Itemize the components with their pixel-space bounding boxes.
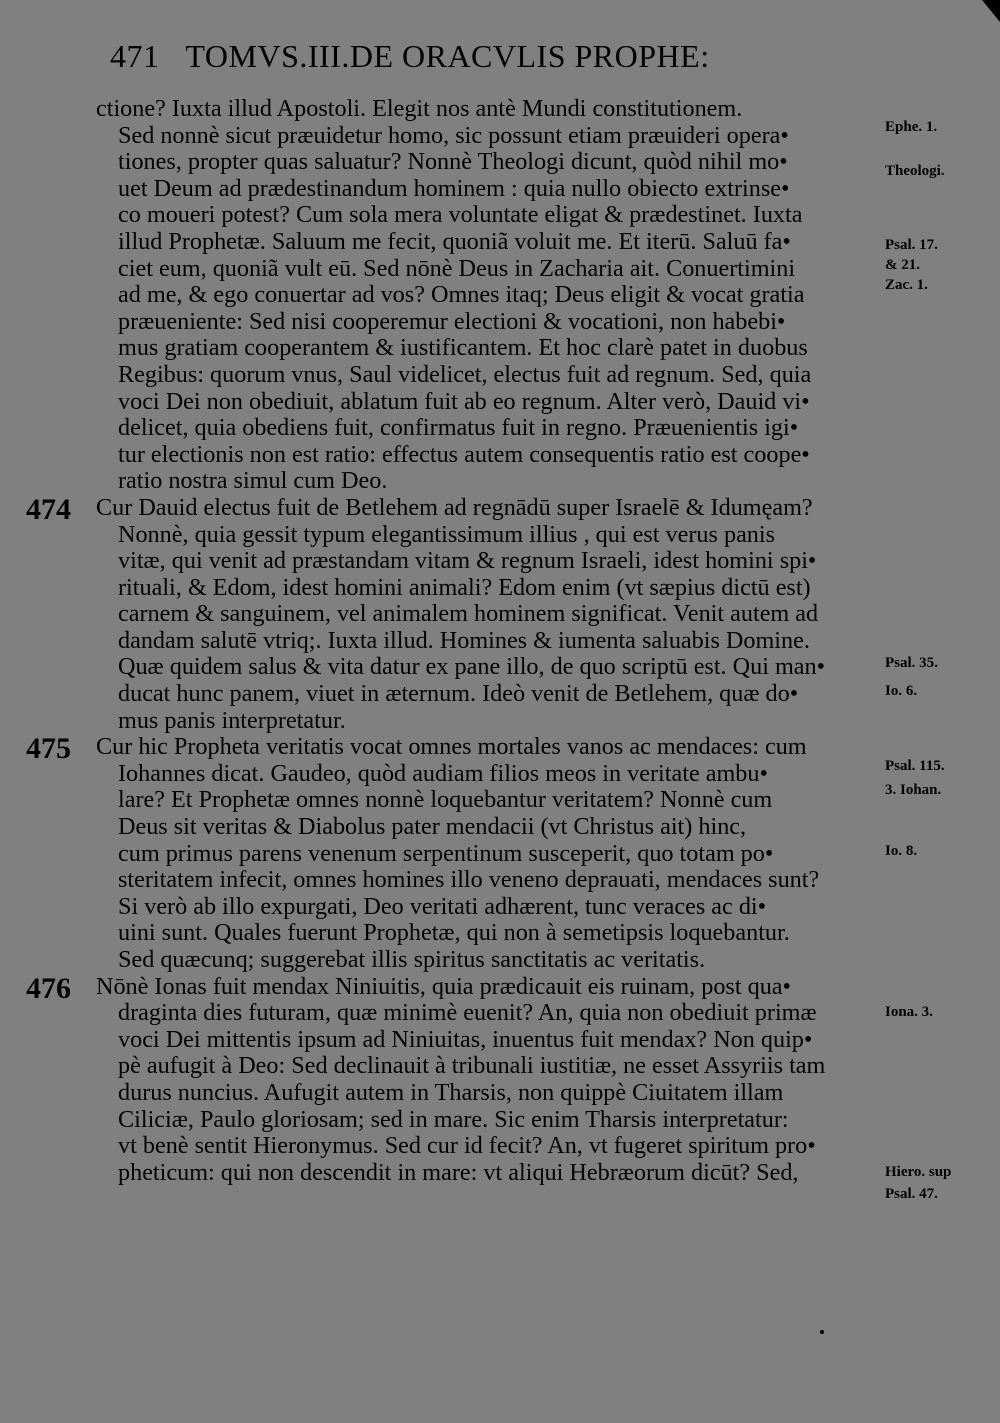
margin-note: Hiero. sup bbox=[885, 1164, 952, 1180]
line-text: vitæ, qui venit ad præstandam vitam & regnum Israeli, idest homini spi• bbox=[118, 547, 817, 575]
text-line bbox=[26, 732, 866, 766]
line-text: Deus sit veritas & Diabolus pater mendacii (vt Christus ait) hinc, bbox=[118, 813, 747, 841]
text-line bbox=[96, 814, 866, 841]
text-line bbox=[96, 1053, 866, 1080]
line-text: Ciliciæ, Paulo gloriosam; sed in mare. Sic enim Tharsis interpretatur: bbox=[118, 1105, 789, 1133]
line-text: co moueri potest? Cum sola mera voluntate eligat & prædestinet. Iuxta bbox=[118, 201, 803, 229]
page-title: TOMVS.III.DE ORACVLIS PROPHE: bbox=[185, 38, 710, 74]
ink-speck bbox=[820, 1330, 824, 1334]
text-line bbox=[26, 492, 866, 526]
text-line bbox=[96, 1027, 866, 1054]
text-line bbox=[96, 1080, 866, 1107]
line-text: Cur Dauid electus fuit de Betlehem ad regnādū super Israelē & Idumęam? bbox=[96, 493, 813, 521]
text-line bbox=[96, 628, 866, 655]
text-line bbox=[96, 335, 866, 362]
line-text: steritatem infecit, omnes homines illo veneno deprauati, mendaces sunt? bbox=[118, 866, 820, 894]
paragraph-number: 475 bbox=[26, 732, 71, 766]
main-text bbox=[26, 95, 866, 1186]
text-line bbox=[96, 601, 866, 628]
text-line bbox=[96, 654, 866, 681]
margin-note: Theologi. bbox=[885, 163, 945, 179]
margin-note: Zac. 1. bbox=[885, 277, 928, 293]
text-line bbox=[96, 894, 866, 921]
text-line bbox=[96, 947, 866, 974]
text-line bbox=[96, 149, 866, 176]
margin-note: Psal. 17. bbox=[885, 237, 938, 253]
text-line bbox=[96, 96, 866, 123]
margin-note: Io. 8. bbox=[885, 843, 918, 859]
text-line bbox=[96, 841, 866, 868]
text-line bbox=[96, 415, 866, 442]
line-text: præueniente: Sed nisi cooperemur electioni & vocationi, non habebi• bbox=[118, 307, 786, 335]
page-number: 471 bbox=[110, 38, 160, 74]
text-line bbox=[96, 442, 866, 469]
line-text: Iohannes dicat. Gaudeo, quòd audiam filios meos in veritate ambu• bbox=[118, 759, 768, 787]
line-text: Sed quæcunq; suggerebat illis spiritus sanctitatis ac veritatis. bbox=[118, 946, 706, 973]
line-text: ratio nostra simul cum Deo. bbox=[118, 467, 388, 495]
line-text: Nōnè Ionas fuit mendax Niniuitis, quia prædicauit eis ruinam, post qua• bbox=[96, 972, 792, 1000]
text-line bbox=[96, 787, 866, 814]
line-text: lare? Et Prophetæ omnes nonnè loquebantur veritatem? Nonnè cum bbox=[118, 786, 773, 814]
margin-note: 3. Iohan. bbox=[885, 782, 942, 798]
margin-note: Ephe. 1. bbox=[885, 119, 938, 135]
text-line bbox=[96, 362, 866, 389]
margin-note: Iona. 3. bbox=[885, 1004, 933, 1020]
paragraph-number: 476 bbox=[26, 971, 71, 1005]
line-text: ad me, & ego conuertar ad vos? Omnes itaq; Deus eligit & vocat gratia bbox=[118, 281, 805, 309]
line-text: draginta dies futuram, quæ minimè euenit? An, quia non obediuit primæ bbox=[118, 999, 817, 1027]
text-line bbox=[96, 229, 866, 256]
text-line bbox=[96, 1133, 866, 1160]
line-text: Sed nonnè sicut præuidetur homo, sic possunt etiam præuideri opera• bbox=[118, 121, 789, 149]
text-line bbox=[96, 468, 866, 495]
paragraph-number: 474 bbox=[26, 492, 71, 526]
line-text: voci Dei mittentis ipsum ad Niniuitas, inuentus fuit mendax? Non quip• bbox=[118, 1025, 813, 1053]
line-text: carnem & sanguinem, vel animalem hominem significat. Venit autem ad bbox=[118, 600, 819, 628]
margin-note: Io. 6. bbox=[885, 683, 918, 699]
line-text: pheticum: qui non descendit in mare: vt aliqui Hebræorum dicūt? Sed, bbox=[118, 1158, 799, 1186]
text-line bbox=[96, 123, 866, 150]
line-text: delicet, quia obediens fuit, confirmatus fuit in regno. Præuenientis igi• bbox=[118, 414, 799, 442]
text-line bbox=[96, 1107, 866, 1134]
line-text: Si verò ab illo expurgati, Deo veritati adhærent, tunc veraces ac di• bbox=[118, 892, 767, 920]
line-text: mus gratiam cooperantem & iustificantem. Et hoc clarè patet in duobus bbox=[118, 334, 808, 362]
line-text: ducat hunc panem, viuet in æternum. Ideò venit de Betlehem, quæ do• bbox=[118, 680, 799, 708]
line-text: ciet eum, quoniã vult eū. Sed nōnè Deus in Zacharia ait. Conuertimini bbox=[118, 254, 796, 282]
line-text: ctione? Iuxta illud Apostoli. Elegit nos antè Mundi constitutionem. bbox=[96, 95, 743, 122]
running-header bbox=[110, 38, 850, 75]
line-text: uet Deum ad prædestinandum hominem : quia nullo obiecto extrinse• bbox=[118, 174, 790, 202]
text-line bbox=[96, 256, 866, 283]
line-text: durus nuncius. Aufugit autem in Tharsis, non quippè Ciuitatem illam bbox=[118, 1078, 784, 1106]
line-text: illud Prophetæ. Saluum me fecit, quoniã voluit me. Et iterū. Saluū fa• bbox=[118, 227, 791, 255]
line-text: dandam salutē vtriq;. Iuxta illud. Homines & iumenta saluabis Domine. bbox=[118, 626, 810, 654]
text-line bbox=[96, 761, 866, 788]
line-text: mus panis interpretatur. bbox=[118, 706, 346, 734]
line-text: cum primus parens venenum serpentinum susceperit, quo totam po• bbox=[118, 839, 774, 867]
text-line bbox=[96, 202, 866, 229]
text-line bbox=[96, 176, 866, 203]
text-line bbox=[96, 708, 866, 735]
margin-note: Psal. 47. bbox=[885, 1186, 938, 1202]
text-line bbox=[96, 867, 866, 894]
margin-note: & 21. bbox=[885, 257, 920, 273]
line-text: voci Dei non obediuit, ablatum fuit ab eo regnum. Alter verò, Dauid vi• bbox=[118, 387, 810, 415]
line-text: tiones, propter quas saluatur? Nonnè Theologi dicunt, quòd nihil mo• bbox=[118, 148, 788, 176]
text-line bbox=[26, 971, 866, 1005]
text-line bbox=[96, 575, 866, 602]
text-line bbox=[96, 389, 866, 416]
line-text: tur electionis non est ratio: effectus autem consequentis ratio est coope• bbox=[118, 440, 810, 468]
text-line bbox=[96, 1160, 866, 1187]
line-text: pè aufugit à Deo: Sed declinauit à tribunali iustitiæ, ne esset Assyriis tam bbox=[118, 1052, 826, 1080]
margin-note: Psal. 35. bbox=[885, 655, 938, 671]
line-text: Quæ quidem salus & vita datur ex pane illo, de quo scriptū est. Qui man• bbox=[118, 653, 826, 681]
line-text: uini sunt. Quales fuerunt Prophetæ, qui non à semetipsis loquebantur. bbox=[118, 919, 790, 947]
page-corner-mark bbox=[982, 0, 1000, 22]
text-line bbox=[96, 920, 866, 947]
text-line bbox=[96, 522, 866, 549]
text-line bbox=[96, 681, 866, 708]
line-text: Nonnè, quia gessit typum elegantissimum illius , qui est verus panis bbox=[118, 520, 776, 548]
text-line bbox=[96, 282, 866, 309]
text-line bbox=[96, 309, 866, 336]
line-text: Regibus: quorum vnus, Saul videlicet, electus fuit ad regnum. Sed, quia bbox=[118, 360, 812, 388]
line-text: Cur hic Propheta veritatis vocat omnes mortales vanos ac mendaces: cum bbox=[96, 733, 807, 761]
text-line bbox=[96, 1000, 866, 1027]
line-text: rituali, & Edom, idest homini animali? Edom enim (vt sæpius dictū est) bbox=[118, 573, 811, 601]
line-text: vt benè sentit Hieronymus. Sed cur id fecit? An, vt fugeret spiritum pro• bbox=[118, 1132, 816, 1160]
margin-note: Psal. 115. bbox=[885, 758, 945, 774]
text-line bbox=[96, 548, 866, 575]
